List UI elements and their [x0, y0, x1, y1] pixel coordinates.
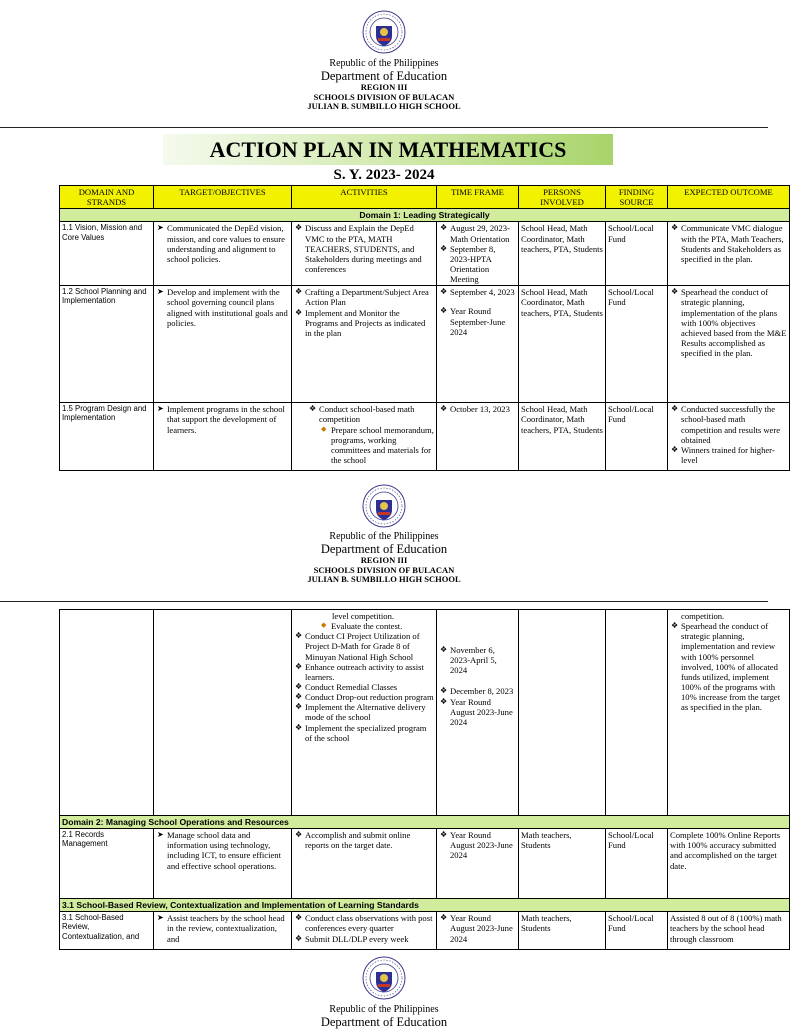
timeframe-cell: ❖ Year Round August 2023-June 2024 — [437, 912, 519, 950]
letterhead — [0, 1004, 768, 1029]
region-text: REGION III — [360, 555, 408, 566]
persons-cell: Math teachers, Students — [519, 829, 606, 899]
source-cell: School/Local Fund — [606, 403, 668, 471]
table-row — [60, 222, 790, 286]
col-header: TIME FRAME — [437, 186, 519, 209]
table-header-row — [60, 186, 790, 209]
strand-cell: 1.2 School Planning and Implementation — [60, 286, 154, 403]
school-text: JULIAN B. SUMBILLO HIGH SCHOOL — [307, 574, 461, 585]
table-row — [60, 610, 790, 816]
activity-cell: ❖ Conduct class observations with post conferences every quarter ❖ Submit DLL/DLP every week — [292, 912, 437, 950]
target-cell: ➤ Manage school data and information using technology, including ICT, to ensure efficient and effective school operations. — [154, 829, 292, 899]
school-year: S. Y. 2023- 2024 — [333, 167, 435, 183]
persons-cell: School Head, Math Coordinator, Math teachers, PTA, Students — [519, 286, 606, 403]
title-banner — [163, 134, 613, 165]
domain-row — [60, 816, 790, 829]
activity-cell: ❖ Conduct school-based math competition ◆ Prepare school memorandum, programs, working committees and materials for the school — [292, 403, 437, 471]
school-text: JULIAN B. SUMBILLO HIGH SCHOOL — [307, 101, 461, 112]
outcome-cell: Complete 100% Online Reports with 100% accuracy submitted and accomplished on the target date. — [668, 829, 790, 899]
source-cell: School/Local Fund — [606, 912, 668, 950]
republic-text: Republic of the Philippines — [329, 531, 439, 542]
deped-seal-icon — [362, 484, 406, 528]
activity-cell: ❖ Accomplish and submit online reports on the target date. — [292, 829, 437, 899]
col-header: FINDING SOURCE — [606, 186, 668, 209]
target-cell: ➤ Assist teachers by the school head in the review, contextualization, and — [154, 912, 292, 950]
domain-row — [60, 209, 790, 222]
strand-cell — [60, 610, 154, 816]
col-header: PERSONS INVOLVED — [519, 186, 606, 209]
persons-cell: School Head, Math Coordinator, Math teachers, PTA, Students — [519, 222, 606, 286]
col-header: DOMAIN AND STRANDS — [60, 186, 154, 209]
persons-cell: Math teachers, Students — [519, 912, 606, 950]
strand-cell: 1.1 Vision, Mission and Core Values — [60, 222, 154, 286]
activity-cell: ❖ Crafting a Department/Subject Area Action Plan ❖ Implement and Monitor the Programs and Projects as indicated in the plan — [292, 286, 437, 403]
source-cell: School/Local Fund — [606, 286, 668, 403]
source-cell: School/Local Fund — [606, 829, 668, 899]
header-rule — [0, 127, 768, 128]
republic-text: Republic of the Philippines — [329, 1004, 439, 1015]
domain-heading: Domain 2: Managing School Operations and Resources — [60, 816, 790, 829]
outcome-cell: Assisted 8 out of 8 (100%) math teachers by the school head through classroom — [668, 912, 790, 950]
target-cell: ➤ Communicated the DepEd vision, mission, and core values to ensure understanding and alignment to school policies. — [154, 222, 292, 286]
outcome-cell: ❖ Communicate VMC dialogue with the PTA, Math Teachers, Students and Stakeholders as specified in the plan. — [668, 222, 790, 286]
source-cell — [606, 610, 668, 816]
division-text: SCHOOLS DIVISION OF BULACAN — [313, 91, 455, 102]
domain-row — [60, 899, 790, 912]
letterhead — [0, 531, 768, 585]
division-text: SCHOOLS DIVISION OF BULACAN — [313, 564, 455, 575]
target-cell: ➤ Implement programs in the school that support the development of learners. — [154, 403, 292, 471]
header-rule — [0, 601, 768, 602]
action-plan-table-continued — [59, 609, 790, 950]
timeframe-cell: ❖ September 4, 2023 ❖ Year Round September-June 2024 — [437, 286, 519, 403]
timeframe-cell: ❖ August 29, 2023-Math Orientation ❖ September 8, 2023-HPTA Orientation Meeting — [437, 222, 519, 286]
table-row — [60, 912, 790, 950]
source-cell: School/Local Fund — [606, 222, 668, 286]
outcome-cell: competition. ❖ Spearhead the conduct of strategic planning, implementation and review with 100% personnel involved, 100% of allocated funds utilized, implement 100% of the programs with 10% increase from the target as specified in the plan. — [668, 610, 790, 816]
table-row — [60, 829, 790, 899]
deped-seal-icon — [362, 956, 406, 1000]
col-header: TARGET/OBJECTIVES — [154, 186, 292, 209]
activity-cell: ❖ Discuss and Explain the DepEd VMC to the PTA, MATH TEACHERS, STUDENTS, and Stakeholders during meetings and conferences — [292, 222, 437, 286]
region-text: REGION III — [360, 82, 408, 93]
target-cell: ➤ Develop and implement with the school governing council plans aligned with institutional goals and policies. — [154, 286, 292, 403]
col-header: ACTIVITIES — [292, 186, 437, 209]
table-row — [60, 403, 790, 471]
persons-cell — [519, 610, 606, 816]
timeframe-cell: ❖ November 6, 2023-April 5, 2024 ❖ December 8, 2023 ❖ Year Round August 2023-June 2024 — [437, 610, 519, 816]
timeframe-cell: ❖ October 13, 2023 — [437, 403, 519, 471]
domain-heading: Domain 1: Leading Strategically — [60, 209, 790, 222]
col-header: EXPECTED OUTCOME — [668, 186, 790, 209]
table-row — [60, 286, 790, 403]
persons-cell: School Head, Math Coordinator, Math teachers, PTA, Students — [519, 403, 606, 471]
timeframe-cell: ❖ Year Round August 2023-June 2024 — [437, 829, 519, 899]
activity-cell: level competition. ◆ Evaluate the contest. ❖ Conduct CI Project Utilization of Project D-Math for Grade 8 of Minuyan National High School ❖ Enhance outreach activity to assist learners. ❖ Conduct Remedial Classes ❖ Conduct Drop-out reduction program ❖ Implement the Alternative delivery mode of the school ❖ Implement the specialized program of the school — [292, 610, 437, 816]
domain-heading: 3.1 School-Based Review, Contextualization and Implementation of Learning Standards — [60, 899, 790, 912]
target-cell — [154, 610, 292, 816]
strand-cell: 1.5 Program Design and Implementation — [60, 403, 154, 471]
department-text: Department of Education — [320, 542, 448, 557]
action-plan-table — [59, 185, 790, 471]
strand-cell: 3.1 School-Based Review, Contextualization, and — [60, 912, 154, 950]
outcome-cell: ❖ Conducted successfully the school-based math competition and results were obtained ❖ Winners trained for higher-level — [668, 403, 790, 471]
letterhead — [0, 58, 768, 112]
department-text: Department of Education — [320, 69, 448, 84]
page-title: ACTION PLAN IN MATHEMATICS — [209, 137, 567, 162]
deped-seal-icon — [362, 10, 406, 54]
republic-text: Republic of the Philippines — [329, 58, 439, 69]
outcome-cell: ❖ Spearhead the conduct of strategic planning, implementation of the plans with 100% objectives achieved based from the M&E Results accomplished as specified in the plan. — [668, 286, 790, 403]
department-text: Department of Education — [320, 1015, 448, 1029]
strand-cell: 2.1 Records Management — [60, 829, 154, 899]
